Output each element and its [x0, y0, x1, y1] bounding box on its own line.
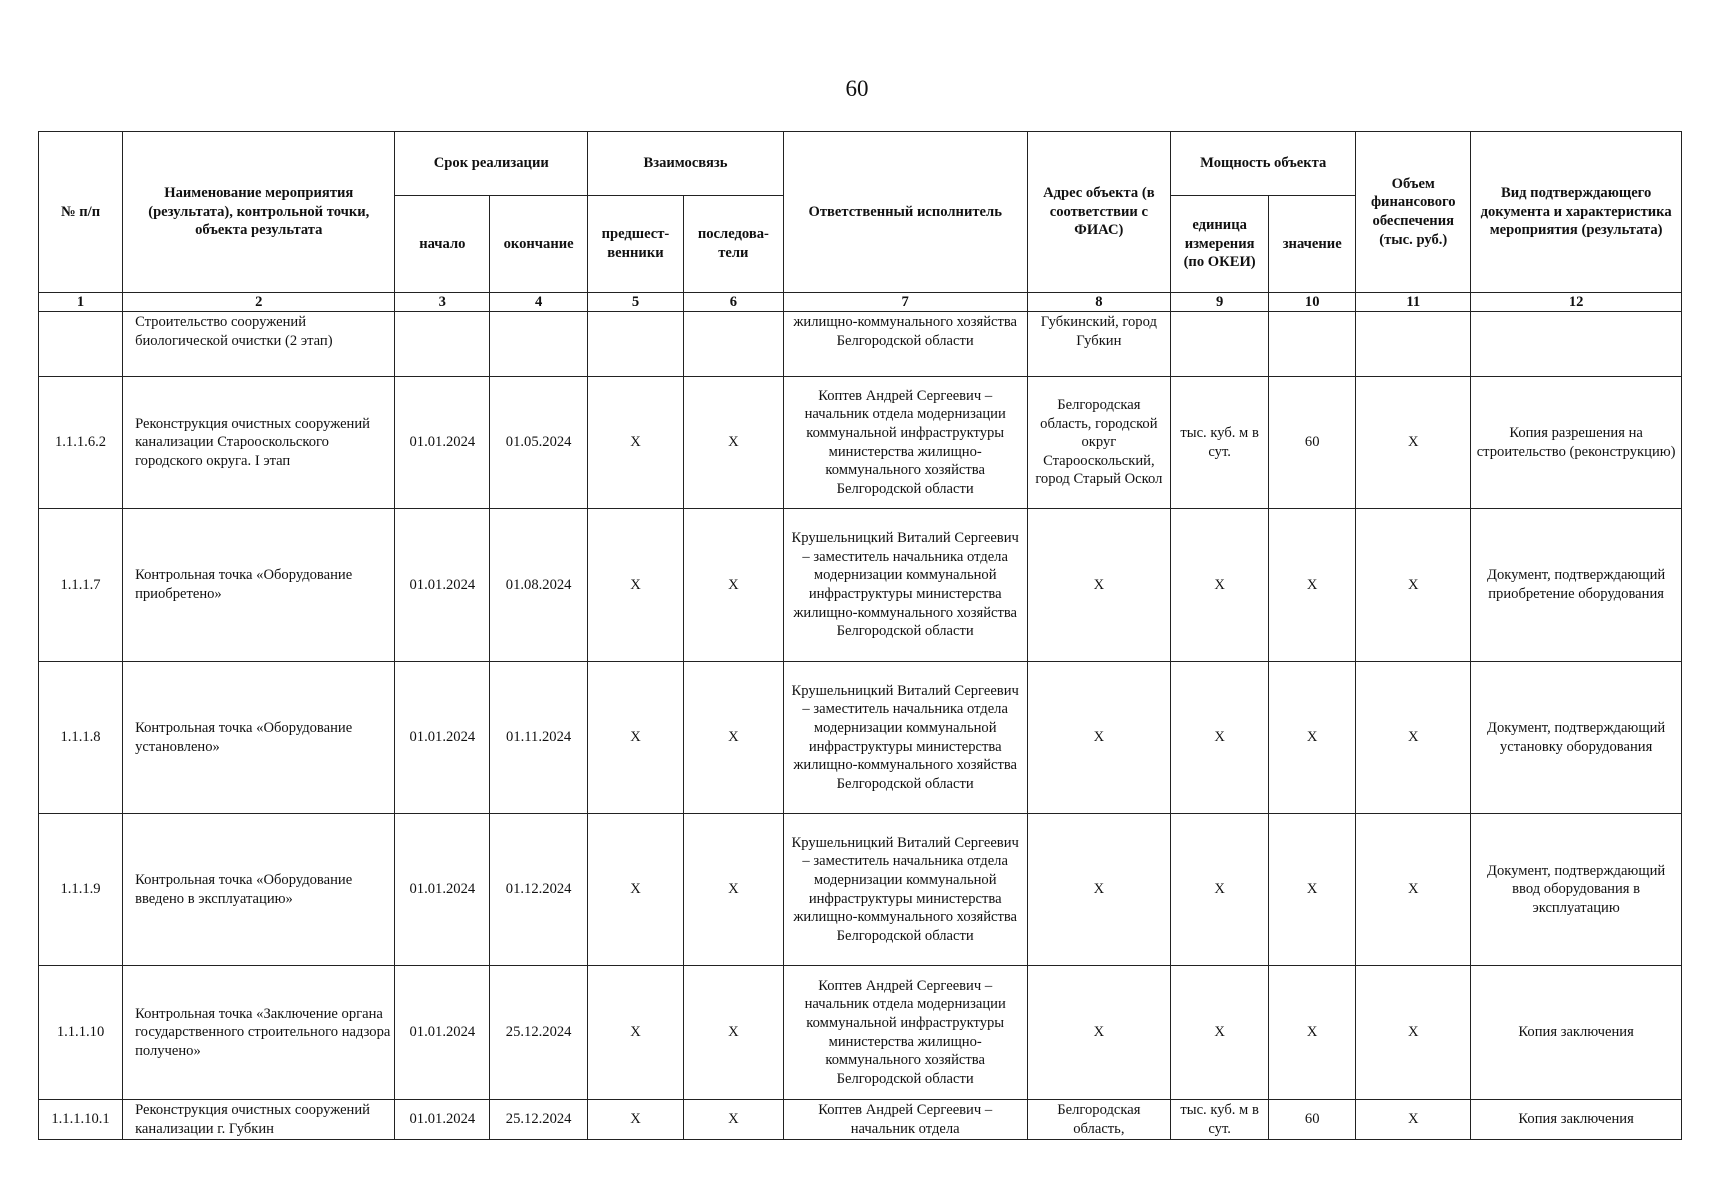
row-doc	[1471, 312, 1682, 377]
column-number: 3	[395, 293, 490, 312]
row-predecessors: X	[588, 814, 684, 966]
activity-plan-table	[38, 131, 1682, 1140]
column-number: 6	[683, 293, 783, 312]
row-executor: Коптев Андрей Сергеевич – начальник отдела модернизации коммунальной инфраструктуры министерства жилищно-коммунального хозяйства Белгородской области	[783, 966, 1027, 1100]
row-predecessors	[588, 312, 684, 377]
row-end: 01.05.2024	[490, 377, 588, 509]
header-address: Адрес объекта (в соответствии с ФИАС)	[1027, 132, 1171, 293]
table-row	[39, 509, 1682, 662]
row-start: 01.01.2024	[395, 377, 490, 509]
column-number: 5	[588, 293, 684, 312]
row-address: X	[1027, 966, 1171, 1100]
row-num	[39, 312, 123, 377]
row-doc: Документ, подтверждающий установку оборудования	[1471, 662, 1682, 814]
row-name: Строительство сооружений биологической очистки (2 этап)	[123, 312, 395, 377]
column-number: 11	[1356, 293, 1471, 312]
row-executor: Крушельницкий Виталий Сергеевич – заместитель начальника отдела модернизации коммунальной инфраструктуры министерства жилищно-коммунального хозяйства Белгородской области	[783, 814, 1027, 966]
row-successors: X	[683, 509, 783, 662]
row-start: 01.01.2024	[395, 662, 490, 814]
row-predecessors: X	[588, 509, 684, 662]
row-address: X	[1027, 509, 1171, 662]
row-num: 1.1.1.6.2	[39, 377, 123, 509]
row-end: 01.11.2024	[490, 662, 588, 814]
row-value: 60	[1269, 1100, 1356, 1140]
header-unit: единица измерения (по ОКЕИ)	[1171, 196, 1269, 293]
header-end: окончание	[490, 196, 588, 293]
row-address: Белгородская область, городской округ Старооскольский, город Старый Оскол	[1027, 377, 1171, 509]
row-finance: X	[1356, 1100, 1471, 1140]
column-number: 10	[1269, 293, 1356, 312]
row-unit: тыс. куб. м в сут.	[1171, 1100, 1269, 1140]
row-finance: X	[1356, 966, 1471, 1100]
row-value	[1269, 312, 1356, 377]
header-name: Наименование мероприятия (результата), контрольной точки, объекта результата	[123, 132, 395, 293]
row-unit: X	[1171, 966, 1269, 1100]
row-executor: Коптев Андрей Сергеевич – начальник отдела	[783, 1100, 1027, 1140]
header-start: начало	[395, 196, 490, 293]
row-successors: X	[683, 814, 783, 966]
row-start: 01.01.2024	[395, 1100, 490, 1140]
row-finance: X	[1356, 509, 1471, 662]
row-num: 1.1.1.10	[39, 966, 123, 1100]
row-doc: Копия заключения	[1471, 1100, 1682, 1140]
row-end: 25.12.2024	[490, 1100, 588, 1140]
row-num: 1.1.1.7	[39, 509, 123, 662]
row-finance: X	[1356, 662, 1471, 814]
column-number-row	[39, 293, 1682, 312]
row-num: 1.1.1.8	[39, 662, 123, 814]
row-predecessors: X	[588, 1100, 684, 1140]
header-predecessors: предшест-венники	[588, 196, 684, 293]
table-row	[39, 966, 1682, 1100]
row-successors: X	[683, 662, 783, 814]
row-doc: Документ, подтверждающий ввод оборудования в эксплуатацию	[1471, 814, 1682, 966]
row-unit: X	[1171, 509, 1269, 662]
row-finance: X	[1356, 814, 1471, 966]
row-start	[395, 312, 490, 377]
row-unit: X	[1171, 662, 1269, 814]
header-relation: Взаимосвязь	[588, 132, 784, 196]
column-number: 9	[1171, 293, 1269, 312]
row-value: X	[1269, 966, 1356, 1100]
row-end: 01.08.2024	[490, 509, 588, 662]
row-successors	[683, 312, 783, 377]
row-executor: Коптев Андрей Сергеевич – начальник отдела модернизации коммунальной инфраструктуры министерства жилищно-коммунального хозяйства Белгородской области	[783, 377, 1027, 509]
row-finance	[1356, 312, 1471, 377]
row-successors: X	[683, 1100, 783, 1140]
row-address: Белгородская область,	[1027, 1100, 1171, 1140]
row-unit	[1171, 312, 1269, 377]
row-name: Контрольная точка «Оборудование установлено»	[123, 662, 395, 814]
column-number: 12	[1471, 293, 1682, 312]
row-end: 25.12.2024	[490, 966, 588, 1100]
table-row	[39, 377, 1682, 509]
header-doc: Вид подтверждающего документа и характеристика мероприятия (результата)	[1471, 132, 1682, 293]
row-address: X	[1027, 662, 1171, 814]
table-row	[39, 312, 1682, 377]
row-value: X	[1269, 814, 1356, 966]
row-num: 1.1.1.9	[39, 814, 123, 966]
row-value: X	[1269, 662, 1356, 814]
row-address: Губкинский, город Губкин	[1027, 312, 1171, 377]
row-value: 60	[1269, 377, 1356, 509]
row-end	[490, 312, 588, 377]
row-name: Реконструкция очистных сооружений канализации Старооскольского городского округа. I этап	[123, 377, 395, 509]
row-start: 01.01.2024	[395, 966, 490, 1100]
column-number: 4	[490, 293, 588, 312]
header-num: № п/п	[39, 132, 123, 293]
column-number: 8	[1027, 293, 1171, 312]
row-value: X	[1269, 509, 1356, 662]
row-predecessors: X	[588, 377, 684, 509]
row-name: Контрольная точка «Заключение органа государственного строительного надзора получено»	[123, 966, 395, 1100]
row-address: X	[1027, 814, 1171, 966]
row-doc: Документ, подтверждающий приобретение оборудования	[1471, 509, 1682, 662]
header-finance: Объем финансового обеспечения (тыс. руб.)	[1356, 132, 1471, 293]
row-finance: X	[1356, 377, 1471, 509]
row-predecessors: X	[588, 966, 684, 1100]
header-period: Срок реализации	[395, 132, 588, 196]
row-doc: Копия заключения	[1471, 966, 1682, 1100]
row-start: 01.01.2024	[395, 814, 490, 966]
header-successors: последова-тели	[683, 196, 783, 293]
column-number: 2	[123, 293, 395, 312]
row-doc: Копия разрешения на строительство (реконструкцию)	[1471, 377, 1682, 509]
row-name: Контрольная точка «Оборудование приобретено»	[123, 509, 395, 662]
row-successors: X	[683, 966, 783, 1100]
column-number: 1	[39, 293, 123, 312]
column-number: 7	[783, 293, 1027, 312]
row-num: 1.1.1.10.1	[39, 1100, 123, 1140]
header-executor: Ответственный исполнитель	[783, 132, 1027, 293]
row-unit: тыс. куб. м в сут.	[1171, 377, 1269, 509]
row-executor: Крушельницкий Виталий Сергеевич – заместитель начальника отдела модернизации коммунальной инфраструктуры министерства жилищно-коммунального хозяйства Белгородской области	[783, 662, 1027, 814]
row-executor: Крушельницкий Виталий Сергеевич – заместитель начальника отдела модернизации коммунальной инфраструктуры министерства жилищно-коммунального хозяйства Белгородской области	[783, 509, 1027, 662]
row-end: 01.12.2024	[490, 814, 588, 966]
row-unit: X	[1171, 814, 1269, 966]
row-name: Контрольная точка «Оборудование введено в эксплуатацию»	[123, 814, 395, 966]
header-capacity: Мощность объекта	[1171, 132, 1356, 196]
row-successors: X	[683, 377, 783, 509]
table-row	[39, 662, 1682, 814]
table-row	[39, 814, 1682, 966]
header-value: значение	[1269, 196, 1356, 293]
row-start: 01.01.2024	[395, 509, 490, 662]
row-executor: жилищно-коммунального хозяйства Белгородской области	[783, 312, 1027, 377]
table-row	[39, 1100, 1682, 1140]
row-name: Реконструкция очистных сооружений канализации г. Губкин	[123, 1100, 395, 1140]
page-number: 60	[845, 76, 869, 101]
row-predecessors: X	[588, 662, 684, 814]
